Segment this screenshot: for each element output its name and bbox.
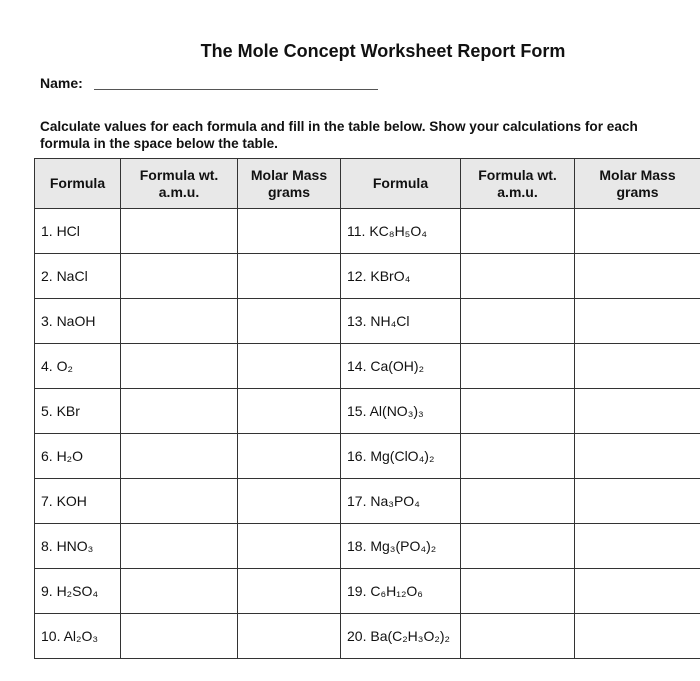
molar-mass-input[interactable]	[238, 479, 341, 524]
formula-wt-input[interactable]	[461, 299, 575, 344]
molar-mass-input[interactable]	[575, 479, 700, 524]
header-molar-mass-line2: grams	[267, 183, 311, 200]
molar-mass-input[interactable]	[575, 209, 700, 254]
header-molar-mass-line2: grams	[616, 183, 659, 200]
formula-cell-right: 18. Mg₃(PO₄)₂	[341, 524, 461, 569]
formula-cell-left: 7. KOH	[35, 479, 121, 524]
formula-cell-left: 3. NaOH	[35, 299, 121, 344]
formula-cell-right: 19. C₆H₁₂O₆	[341, 569, 461, 614]
table-row	[35, 299, 700, 344]
formula-wt-input[interactable]	[121, 209, 238, 254]
instructions	[40, 118, 700, 152]
molar-mass-input[interactable]	[238, 614, 341, 659]
table-row	[35, 254, 700, 299]
formula-cell-left: 2. NaCl	[35, 254, 121, 299]
formula-cell-right: 17. Na₃PO₄	[341, 479, 461, 524]
header-formula-right: Formula	[341, 159, 461, 209]
molar-mass-input[interactable]	[238, 344, 341, 389]
table-row	[35, 524, 700, 569]
formula-cell-right: 14. Ca(OH)₂	[341, 344, 461, 389]
molar-mass-input[interactable]	[575, 434, 700, 479]
formula-wt-input[interactable]	[121, 299, 238, 344]
header-formula-wt-left	[121, 159, 238, 209]
header-formula-wt-line2: a.m.u.	[497, 183, 538, 200]
formula-wt-input[interactable]	[461, 389, 575, 434]
instructions-line-2: formula in the space below the table.	[40, 136, 278, 151]
formula-cell-left: 9. H₂SO₄	[35, 569, 121, 614]
table-header-row	[35, 159, 700, 209]
formula-wt-input[interactable]	[461, 434, 575, 479]
formula-cell-right: 20. Ba(C₂H₃O₂)₂	[341, 614, 461, 659]
formula-cell-right: 15. Al(NO₃)₃	[341, 389, 461, 434]
formula-cell-left: 6. H₂O	[35, 434, 121, 479]
name-label: Name:	[40, 75, 83, 91]
molar-mass-input[interactable]	[575, 389, 700, 434]
molar-mass-input[interactable]	[238, 209, 341, 254]
header-formula-wt-line1: Formula wt.	[478, 166, 557, 183]
molar-mass-input[interactable]	[575, 569, 700, 614]
formula-wt-input[interactable]	[121, 344, 238, 389]
molar-mass-input[interactable]	[238, 569, 341, 614]
formula-wt-input[interactable]	[121, 479, 238, 524]
table-row	[35, 569, 700, 614]
header-molar-mass-line1: Molar Mass	[250, 166, 328, 183]
molar-mass-input[interactable]	[575, 299, 700, 344]
formula-wt-input[interactable]	[461, 254, 575, 299]
page-title: The Mole Concept Worksheet Report Form	[200, 41, 566, 61]
formula-wt-input[interactable]	[121, 434, 238, 479]
molar-mass-input[interactable]	[575, 344, 700, 389]
formula-cell-left: 5. KBr	[35, 389, 121, 434]
formula-wt-input[interactable]	[461, 569, 575, 614]
formula-wt-input[interactable]	[461, 479, 575, 524]
header-formula-wt-right	[461, 159, 575, 209]
molar-mass-input[interactable]	[238, 299, 341, 344]
header-formula-wt-line2: a.m.u.	[158, 183, 200, 200]
formula-wt-input[interactable]	[121, 614, 238, 659]
formula-cell-left: 10. Al₂O₃	[35, 614, 121, 659]
table-row	[35, 479, 700, 524]
header-formula-wt-line1: Formula wt.	[139, 166, 219, 183]
header-formula-left: Formula	[35, 159, 121, 209]
molar-mass-input[interactable]	[575, 254, 700, 299]
molar-mass-input[interactable]	[238, 389, 341, 434]
molar-mass-input[interactable]	[575, 614, 700, 659]
formula-cell-left: 8. HNO₃	[35, 524, 121, 569]
table-row	[35, 344, 700, 389]
formula-cell-right: 16. Mg(ClO₄)₂	[341, 434, 461, 479]
table-row	[35, 614, 700, 659]
formula-wt-input[interactable]	[121, 389, 238, 434]
mole-table	[34, 158, 700, 659]
molar-mass-input[interactable]	[238, 434, 341, 479]
formula-wt-input[interactable]	[461, 614, 575, 659]
header-molar-mass-left	[238, 159, 341, 209]
formula-cell-left: 1. HCl	[35, 209, 121, 254]
formula-wt-input[interactable]	[121, 569, 238, 614]
formula-wt-input[interactable]	[121, 524, 238, 569]
molar-mass-input[interactable]	[575, 524, 700, 569]
molar-mass-input[interactable]	[238, 254, 341, 299]
header-molar-mass-right	[575, 159, 700, 209]
table-row	[35, 209, 700, 254]
formula-cell-right: 11. KC₈H₅O₄	[341, 209, 461, 254]
table-row	[35, 434, 700, 479]
formula-cell-right: 13. NH₄Cl	[341, 299, 461, 344]
instructions-line-1: Calculate values for each formula and fill in the table below. Show your calculations for each	[40, 119, 638, 134]
formula-wt-input[interactable]	[461, 344, 575, 389]
formula-wt-input[interactable]	[461, 524, 575, 569]
formula-wt-input[interactable]	[461, 209, 575, 254]
molar-mass-input[interactable]	[238, 524, 341, 569]
table-row	[35, 389, 700, 434]
formula-wt-input[interactable]	[121, 254, 238, 299]
header-molar-mass-line1: Molar Mass	[599, 166, 676, 183]
name-field[interactable]	[94, 89, 378, 90]
formula-cell-left: 4. O₂	[35, 344, 121, 389]
formula-cell-right: 12. KBrO₄	[341, 254, 461, 299]
